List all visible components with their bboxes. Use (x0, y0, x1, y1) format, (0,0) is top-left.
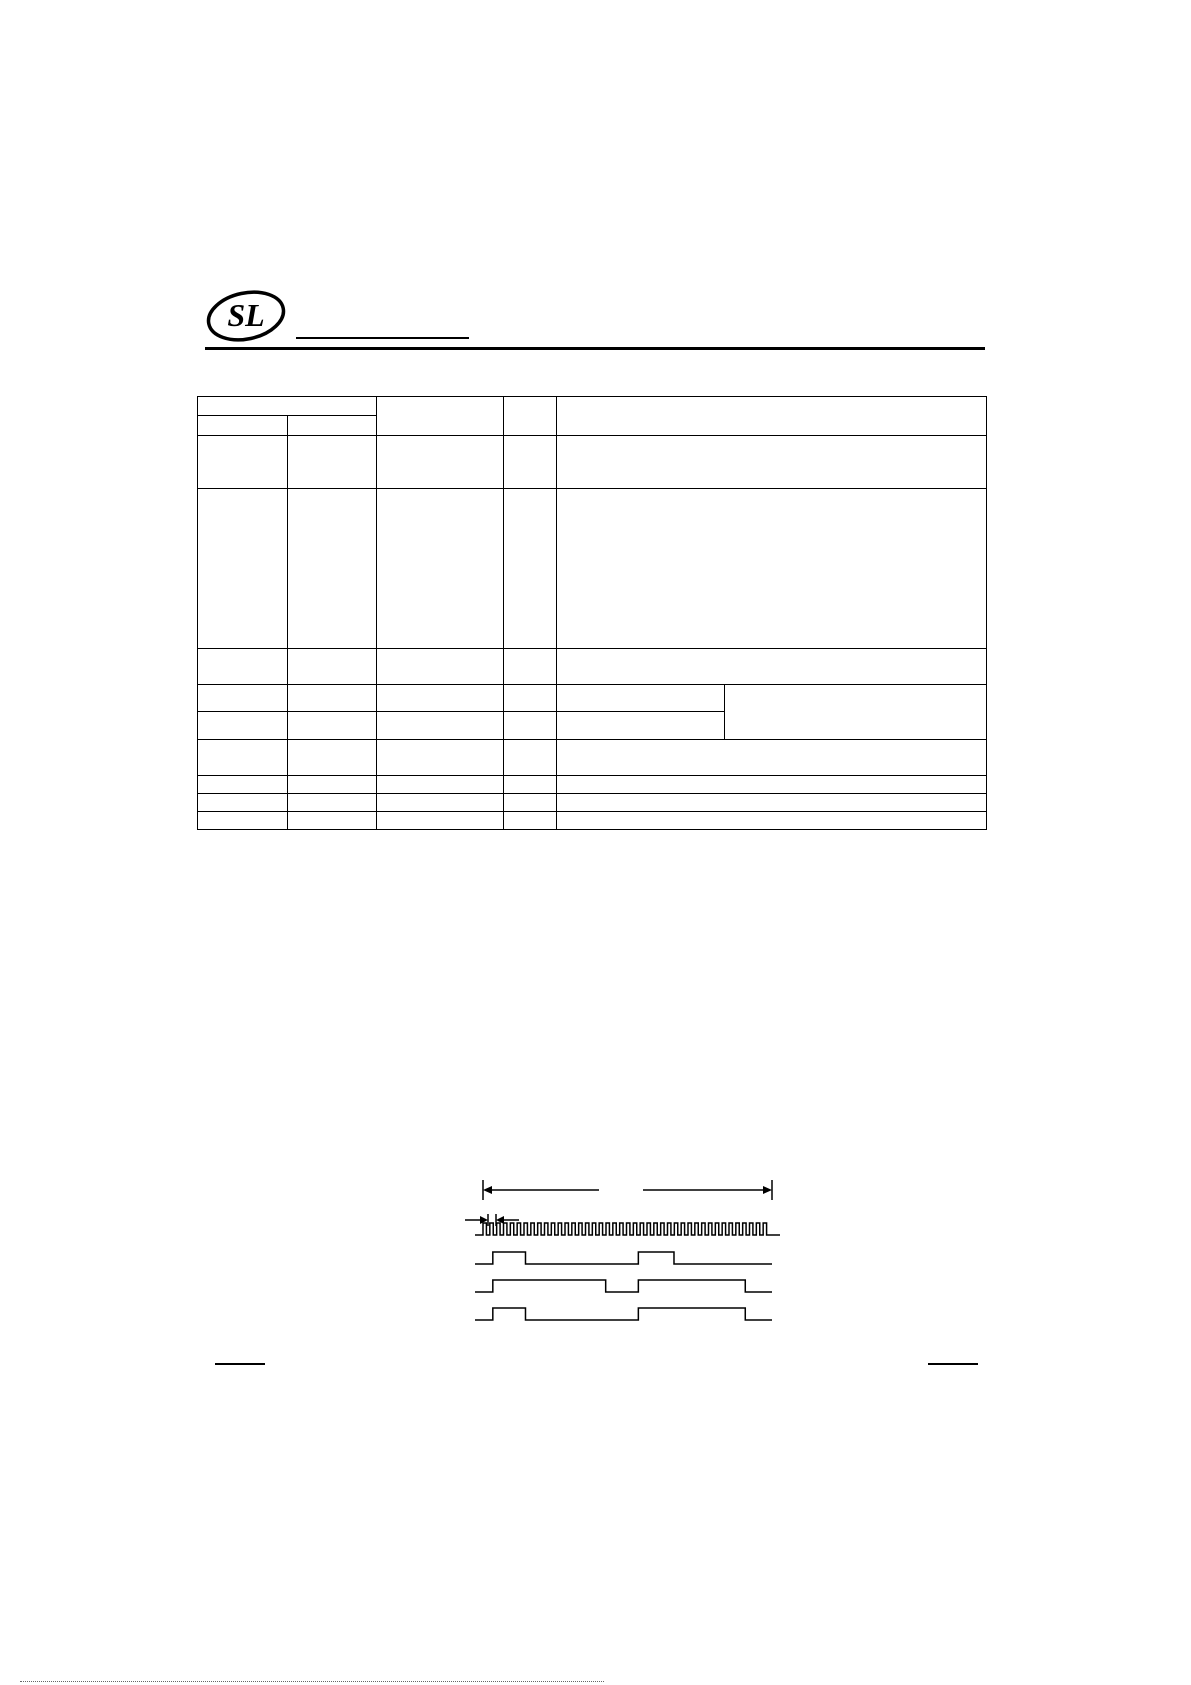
header-cell-pin-a (198, 416, 288, 436)
table-row (198, 489, 987, 649)
header-cell-description (557, 397, 987, 436)
company-logo (205, 288, 287, 344)
table-row (198, 685, 987, 712)
pin-description-table (197, 396, 987, 830)
header-cell-symbol (377, 397, 504, 436)
header-cell-pin-b (288, 416, 377, 436)
table-row (198, 649, 987, 685)
header-underline (296, 337, 469, 339)
period-dimension-arrow (483, 1180, 772, 1200)
table-row (198, 740, 987, 776)
header-cell-pin-group (198, 397, 377, 416)
table-row (198, 812, 987, 830)
table-row (198, 776, 987, 794)
footer-rule-right (928, 1363, 978, 1365)
page-bottom-dotted-line (20, 1681, 604, 1682)
signal-trace-4 (475, 1308, 772, 1320)
logo-lettering: SL (227, 297, 265, 333)
table-row (198, 794, 987, 812)
header-cell-type (504, 397, 557, 436)
table-header-row (198, 397, 987, 416)
header-rule (205, 347, 985, 350)
signal-trace-3 (475, 1280, 772, 1292)
timing-diagram (465, 1180, 795, 1330)
signal-trace-2 (475, 1252, 772, 1264)
footer-rule-left (215, 1363, 265, 1365)
merged-description-cell (725, 685, 987, 740)
signal-trace-1 (475, 1223, 780, 1235)
table-row (198, 436, 987, 489)
